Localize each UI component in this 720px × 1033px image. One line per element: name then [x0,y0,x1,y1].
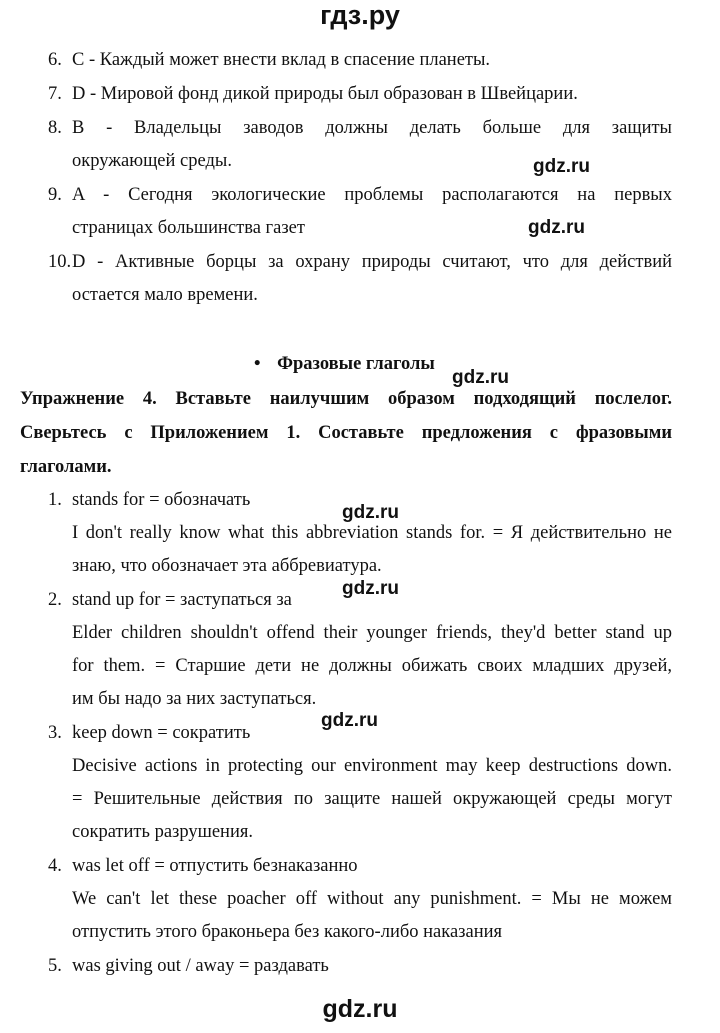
watermark: gdz.ru [321,710,378,731]
watermark: gdz.ru [528,217,585,238]
watermark: gdz.ru [342,502,399,523]
item-text: Elder children shouldn't offend their younger friends, they'd better stand up [72,623,672,643]
item-text: остается мало времени. [72,285,258,305]
exercise-line: глаголами. [20,457,112,477]
item-text: Decisive actions in protecting our environment may keep destructions down. [72,756,672,776]
item-text: for them. = Старшие дети не должны обижать своих младших друзей, [72,656,672,676]
site-footer: gdz.ru [322,995,398,1023]
item-number: 5. [48,956,62,976]
item-text: им бы надо за них заступаться. [72,689,317,709]
item-number: 3. [48,723,62,743]
item-text: D - Мировой фонд дикой природы был образован в Швейцарии. [72,84,578,104]
watermark: gdz.ru [452,367,509,388]
item-number: 10. [48,252,72,272]
item-head: was giving out / away = раздавать [72,956,329,976]
item-text: D - Активные борцы за охрану природы считают, что для действий [72,252,672,272]
bullet-icon: • [254,354,261,374]
item-number: 1. [48,490,62,510]
item-text: страницах большинства газет [72,218,305,238]
exercise-line: Упражнение 4. Вставьте наилучшим образом подходящий послелог. [20,389,672,409]
item-number: 9. [48,185,62,205]
item-number: 7. [48,84,62,104]
item-text: I don't really know what this abbreviation stands for. = Я действительно не [72,523,672,543]
watermark: gdz.ru [533,156,590,177]
item-number: 8. [48,118,62,138]
item-text: B - Владельцы заводов должны делать больше для защиты [72,118,672,138]
item-number: 4. [48,856,62,876]
item-head: was let off = отпустить безнаказанно [72,856,358,876]
item-text: знаю, что обозначает эта аббревиатура. [72,556,382,576]
item-text: окружающей среды. [72,151,232,171]
item-text: A - Сегодня экологические проблемы располагаются на первых [72,185,672,205]
item-number: 2. [48,590,62,610]
item-text: сократить разрушения. [72,822,253,842]
item-head: stand up for = заступаться за [72,590,292,610]
section-heading [254,352,435,376]
item-text: C - Каждый может внести вклад в спасение планеты. [72,50,491,70]
item-text: отпустить этого браконьера без какого-либо наказания [72,922,502,942]
item-head: keep down = сократить [72,723,251,743]
item-text: We can't let these poacher off without any punishment. = Мы не можем [72,889,672,909]
exercise-line: Сверьтесь с Приложением 1. Составьте предложения с фразовыми [20,423,672,443]
section-title: Фразовые глаголы [277,354,435,374]
site-header: гдз.ру [320,0,400,30]
list-item [48,82,578,106]
list-item [48,48,491,72]
item-head: stands for = обозначать [72,490,251,510]
item-text: = Решительные действия по защите нашей окружающей среды могут [72,789,672,809]
watermark: gdz.ru [342,578,399,599]
item-number: 6. [48,50,62,70]
